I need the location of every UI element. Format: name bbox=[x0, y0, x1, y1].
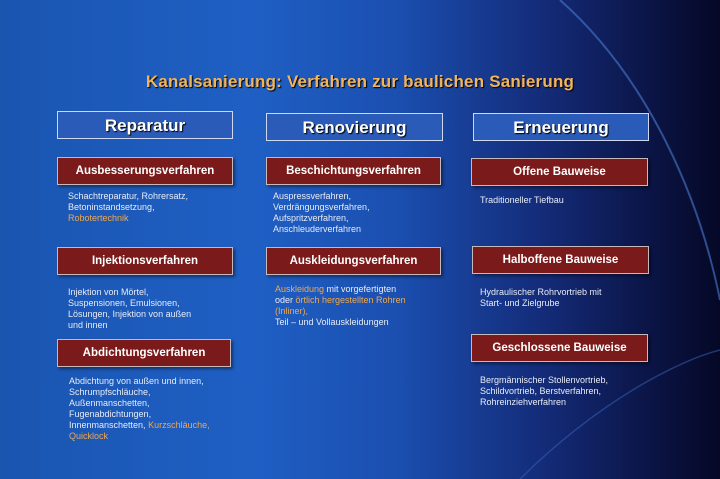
desc-line: Rohreinziehverfahren bbox=[480, 397, 567, 407]
desc-offene-bauweise bbox=[480, 195, 564, 206]
desc-line: Traditioneller Tiefbau bbox=[480, 195, 564, 205]
desc-line: Abdichtung von außen und innen, bbox=[69, 376, 204, 386]
desc-text: Innenmanschetten, bbox=[69, 420, 149, 430]
desc-text-highlight: Kurzschläuche, bbox=[148, 420, 210, 430]
header-erneuerung: Erneuerung bbox=[473, 113, 649, 141]
desc-line: Schildvortrieb, Berstverfahren, bbox=[480, 386, 602, 396]
desc-line: Lösungen, Injektion von außen bbox=[68, 309, 192, 319]
desc-line-highlight: Quicklock bbox=[69, 431, 109, 441]
desc-line: Fugenabdichtungen, bbox=[69, 409, 152, 419]
desc-line: Aufspritzverfahren, bbox=[273, 213, 349, 223]
header-reparatur: Reparatur bbox=[57, 111, 233, 139]
desc-line: Auspressverfahren, bbox=[273, 191, 352, 201]
desc-line: Teil – und Vollauskleidungen bbox=[275, 317, 389, 327]
desc-line: Bergmännischer Stollenvortrieb, bbox=[480, 375, 609, 385]
desc-line bbox=[69, 420, 210, 431]
desc-line: Schrumpfschläuche, bbox=[69, 387, 151, 397]
method-injektionsverfahren: Injektionsverfahren bbox=[57, 247, 233, 275]
method-ausbesserungsverfahren: Ausbesserungsverfahren bbox=[57, 157, 233, 185]
desc-line: Außenmanschetten, bbox=[69, 398, 150, 408]
method-offene-bauweise: Offene Bauweise bbox=[471, 158, 648, 186]
desc-line: Start- und Zielgrube bbox=[480, 298, 560, 308]
desc-auskleidungsverfahren bbox=[275, 284, 406, 328]
desc-line: und innen bbox=[68, 320, 108, 330]
header-renovierung: Renovierung bbox=[266, 113, 443, 141]
desc-line: Suspensionen, Emulsionen, bbox=[68, 298, 180, 308]
desc-line: Betoninstandsetzung, bbox=[68, 202, 155, 212]
method-auskleidungsverfahren: Auskleidungsverfahren bbox=[266, 247, 441, 275]
desc-line bbox=[275, 284, 406, 295]
desc-line-highlight: (Inliner), bbox=[275, 306, 309, 316]
desc-line-highlight: Robotertechnik bbox=[68, 213, 129, 223]
method-beschichtungsverfahren: Beschichtungsverfahren bbox=[266, 157, 441, 185]
desc-line: Anschleuderverfahren bbox=[273, 224, 362, 234]
desc-ausbesserungsverfahren bbox=[68, 191, 188, 224]
desc-abdichtungsverfahren bbox=[69, 376, 210, 442]
desc-halboffene-bauweise bbox=[480, 287, 602, 309]
method-abdichtungsverfahren: Abdichtungsverfahren bbox=[57, 339, 231, 367]
desc-beschichtungsverfahren bbox=[273, 191, 370, 235]
desc-line: Schachtreparatur, Rohrersatz, bbox=[68, 191, 189, 201]
method-geschlossene-bauweise: Geschlossene Bauweise bbox=[471, 334, 648, 362]
desc-line: Hydraulischer Rohrvortrieb mit bbox=[480, 287, 602, 297]
desc-text: mit vorgefertigten bbox=[324, 284, 397, 294]
method-halboffene-bauweise: Halboffene Bauweise bbox=[472, 246, 649, 274]
desc-line: Injektion von Mörtel, bbox=[68, 287, 149, 297]
desc-line bbox=[275, 295, 406, 306]
desc-line: Verdrängungsverfahren, bbox=[273, 202, 370, 212]
desc-text: oder bbox=[275, 295, 296, 305]
desc-injektionsverfahren bbox=[68, 287, 191, 331]
desc-text-highlight: Auskleidung bbox=[275, 284, 325, 294]
desc-text-highlight: örtlich hergestellten Rohren bbox=[295, 295, 406, 305]
desc-geschlossene-bauweise bbox=[480, 375, 608, 408]
slide-title: Kanalsanierung: Verfahren zur baulichen Sanierung bbox=[145, 72, 575, 91]
